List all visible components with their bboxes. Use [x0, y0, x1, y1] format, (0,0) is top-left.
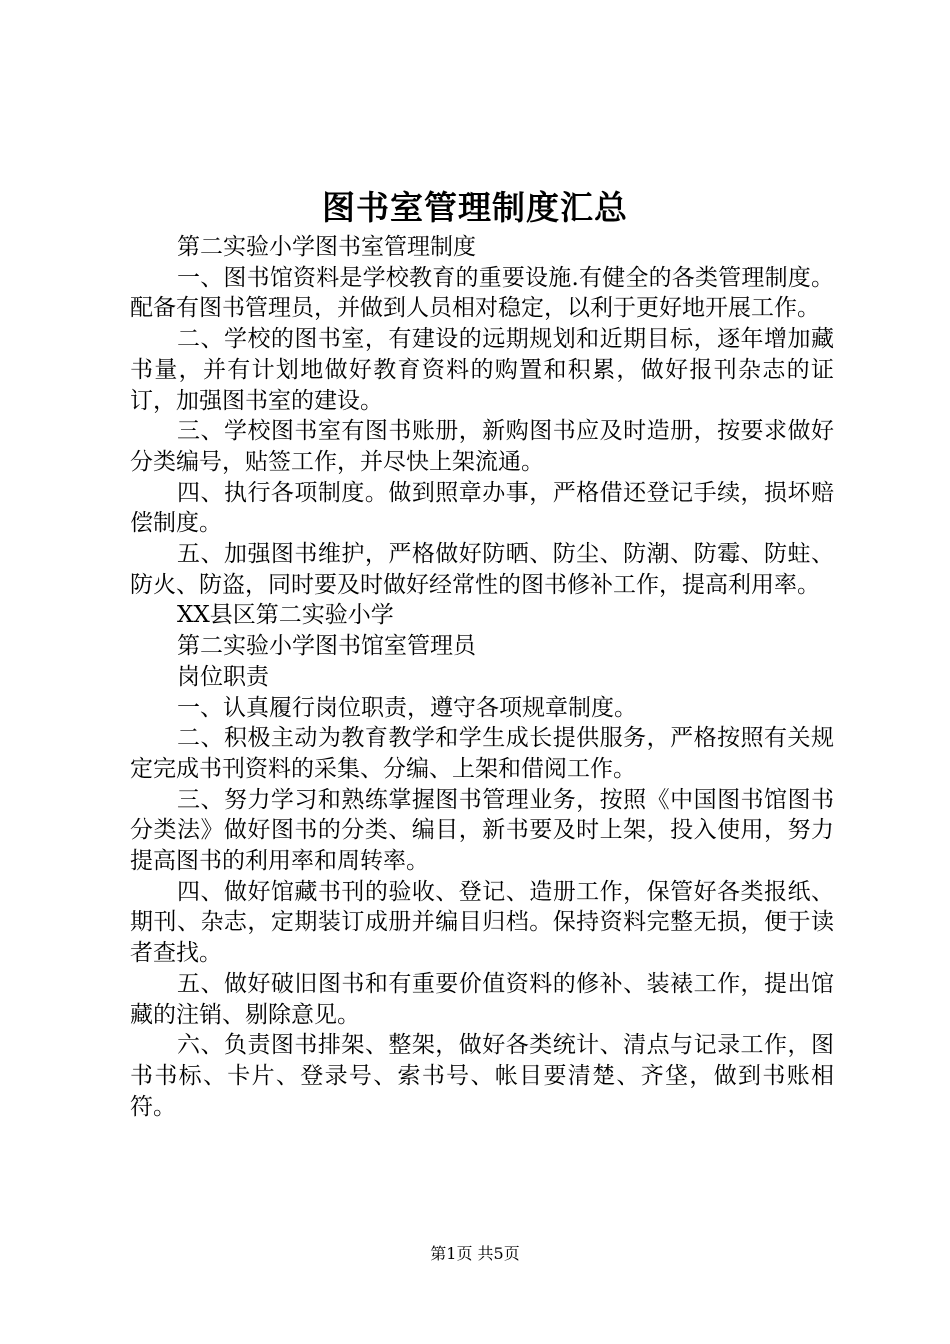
paragraph: 三、学校图书室有图书账册，新购图书应及时造册，按要求做好分类编号，贴签工作，并尽快上架流通。 — [130, 418, 834, 475]
school-name: XX县区第二实验小学 — [177, 602, 394, 629]
paragraph: 五、做好破旧图书和有重要价值资料的修补、装裱工作，提出馆藏的注销、剔除意见。 — [130, 970, 834, 1028]
page-number: 第1页 共5页 — [430, 1244, 520, 1263]
paragraph: 六、负责图书排架、整架，做好各类统计、清点与记录工作，图书书标、卡片、登录号、索书号、帐目要清楚、齐垡，做到书账相符。 — [130, 1032, 834, 1120]
paragraph: 三、努力学习和熟练掌握图书管理业务，按照《中国图书馆图书分类法》做好图书的分类、编目，新书要及时上架，投入使用，努力提高图书的利用率和周转率。 — [130, 786, 834, 875]
paragraph: 一、认真履行岗位职责，遵守各项规章制度。 — [177, 694, 637, 721]
document-body — [130, 232, 834, 1122]
paragraph: 四、执行各项制度。做到照章办事，严格借还登记手续，损坏赔偿制度。 — [130, 479, 834, 537]
section-heading: 第二实验小学图书室管理制度 — [177, 234, 476, 260]
paragraph: 四、做好馆藏书刊的验收、登记、造册工作，保管好各类报纸、期刊、杂志，定期装订成册并编目归档。保持资料完整无损，便于读者查找。 — [130, 878, 834, 967]
paragraph: 二、学校的图书室，有建设的远期规划和近期目标，逐年增加藏书量，并有计划地做好教育资料的购置和积累，做好报刊杂志的证订，加强图书室的建设。 — [130, 326, 834, 414]
paragraph: 五、加强图书维护，严格做好防晒、防尘、防潮、防霉、防蛀、防火、防盗，同时要及时做好经常性的图书修补工作，提高利用率。 — [130, 541, 834, 598]
section-subheading: 岗位职责 — [177, 663, 269, 690]
section-heading: 第二实验小学图书馆室管理员 — [177, 633, 476, 660]
paragraph: 一、图书馆资料是学校教育的重要设施.有健全的各类管理制度。配备有图书管理员，并做到人员相对稳定，以利于更好地开展工作。 — [130, 264, 834, 322]
document-title: 图书室管理制度汇总 — [322, 188, 628, 227]
paragraph: 二、积极主动为教育教学和学生成长提供服务，严格按照有关规定完成书刊资料的采集、分编、上架和借阅工作。 — [130, 725, 834, 782]
